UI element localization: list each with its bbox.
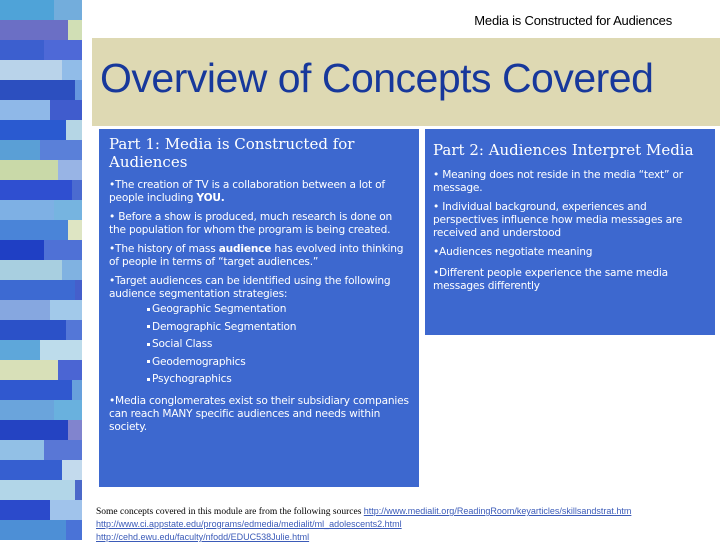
part1-bullet-3	[109, 243, 409, 269]
part1-bullet-3-text: •The history of mass	[109, 243, 219, 255]
strip-segment	[0, 260, 62, 280]
strip-segment	[58, 360, 82, 380]
strip-segment	[72, 180, 82, 200]
part1-bullet-1-bold: YOU.	[196, 192, 225, 204]
sources-footer	[96, 505, 696, 544]
strip-segment	[0, 360, 58, 380]
strip-segment	[0, 80, 75, 100]
part1-bullet-2: • Before a show is produced, much research is done on the population for whom the program is being created.	[109, 211, 392, 236]
strip-segment	[44, 40, 82, 60]
slide-header-text: Media is Constructed for Audiences	[474, 13, 672, 28]
strip-segment	[75, 280, 82, 300]
decorative-color-strip	[0, 0, 82, 540]
part2-bullet-2: • Individual background, experiences and perspectives influence how media messages are received and understood	[433, 201, 683, 239]
part2-bullet-1: • Meaning does not reside in the media “text” or message.	[433, 169, 683, 194]
strip-segment	[54, 200, 82, 220]
sub-bullet-text: Geographic Segmentation	[152, 303, 287, 315]
strip-segment	[54, 0, 82, 20]
part1-heading: Part 1: Media is Constructed for Audiences	[109, 135, 355, 171]
strip-segment	[0, 100, 50, 120]
page-title: Overview of Concepts Covered	[100, 55, 654, 101]
strip-segment	[72, 380, 82, 400]
part2-bullet-4: •Different people experience the same media messages differently	[433, 267, 668, 292]
strip-segment	[0, 280, 75, 300]
strip-segment	[58, 160, 82, 180]
strip-segment	[0, 20, 68, 40]
strip-segment	[62, 60, 82, 80]
sub-bullet-text: Social Class	[152, 338, 213, 350]
part1-bullet-3-rest: has evolved into thinking of people in terms of “target audiences.”	[109, 243, 404, 268]
strip-segment	[75, 480, 82, 500]
strip-segment	[0, 180, 72, 200]
part1-bullet-1	[109, 179, 409, 205]
strip-segment	[54, 400, 82, 420]
strip-segment	[44, 240, 82, 260]
strip-segment	[0, 120, 66, 140]
strip-segment	[0, 200, 54, 220]
strip-segment	[50, 100, 82, 120]
square-bullet-icon	[147, 360, 150, 363]
strip-segment	[68, 20, 82, 40]
strip-segment	[75, 80, 82, 100]
sub-bullet	[109, 301, 409, 319]
strip-segment	[0, 520, 66, 540]
part1-bullet-1-text: •The creation of TV is a collaboration between a lot of people including	[109, 179, 385, 204]
strip-segment	[40, 140, 82, 160]
strip-segment	[0, 160, 58, 180]
strip-segment	[62, 460, 82, 480]
strip-segment	[0, 440, 44, 460]
strip-segment	[0, 140, 40, 160]
source-link-2[interactable]: http://www.ci.appstate.edu/programs/edmedia/medialit/ml_adolescents2.html	[96, 519, 402, 529]
strip-segment	[0, 400, 54, 420]
strip-segment	[0, 0, 54, 20]
part1-bullet-4: •Target audiences can be identified using the following audience segmentation strategies:	[109, 275, 391, 300]
square-bullet-icon	[147, 343, 150, 346]
strip-segment	[0, 460, 62, 480]
square-bullet-icon	[147, 325, 150, 328]
source-link-3[interactable]: http://cehd.ewu.edu/faculty/nfodd/EDUC538Julie.html	[96, 532, 310, 542]
sub-bullet	[109, 336, 409, 354]
part1-panel	[99, 129, 419, 487]
strip-segment	[66, 520, 82, 540]
strip-segment	[0, 300, 50, 320]
strip-segment	[66, 320, 82, 340]
strip-segment	[66, 120, 82, 140]
strip-segment	[0, 40, 44, 60]
sub-bullet	[109, 354, 409, 372]
strip-segment	[0, 60, 62, 80]
strip-segment	[68, 220, 82, 240]
sub-bullet-text: Demographic Segmentation	[152, 320, 297, 333]
source-link-1[interactable]: http://www.medialit.org/ReadingRoom/keyarticles/skillsandstrat.htm	[363, 506, 632, 516]
sub-bullet-text: Geodemographics	[152, 355, 246, 368]
strip-segment	[0, 500, 50, 520]
square-bullet-icon	[147, 378, 150, 381]
strip-segment	[0, 220, 68, 240]
part1-bullet-5: •Media conglomerates exist so their subsidiary companies can reach MANY specific audiences and needs within society.	[109, 394, 409, 433]
strip-segment	[0, 340, 40, 360]
square-bullet-icon	[147, 308, 150, 311]
strip-segment	[44, 440, 82, 460]
strip-segment	[62, 260, 82, 280]
strip-segment	[0, 380, 72, 400]
strip-segment	[0, 480, 75, 500]
part2-heading: Part 2: Audiences Interpret Media	[433, 141, 694, 159]
strip-segment	[50, 300, 82, 320]
strip-segment	[0, 320, 66, 340]
part1-bullet-3-bold: audience	[218, 243, 272, 255]
strip-segment	[0, 240, 44, 260]
sub-bullet	[109, 319, 409, 337]
strip-segment	[50, 500, 82, 520]
sub-bullet	[109, 371, 409, 389]
sub-bullet-text: Psychographics	[152, 373, 232, 385]
footer-prefix: Some concepts covered in this module are from the following sources	[96, 507, 364, 517]
strip-segment	[40, 340, 82, 360]
strip-segment	[68, 420, 82, 440]
part2-bullet-3: •Audiences negotiate meaning	[433, 246, 593, 258]
part2-panel	[425, 129, 715, 335]
strip-segment	[0, 420, 68, 440]
